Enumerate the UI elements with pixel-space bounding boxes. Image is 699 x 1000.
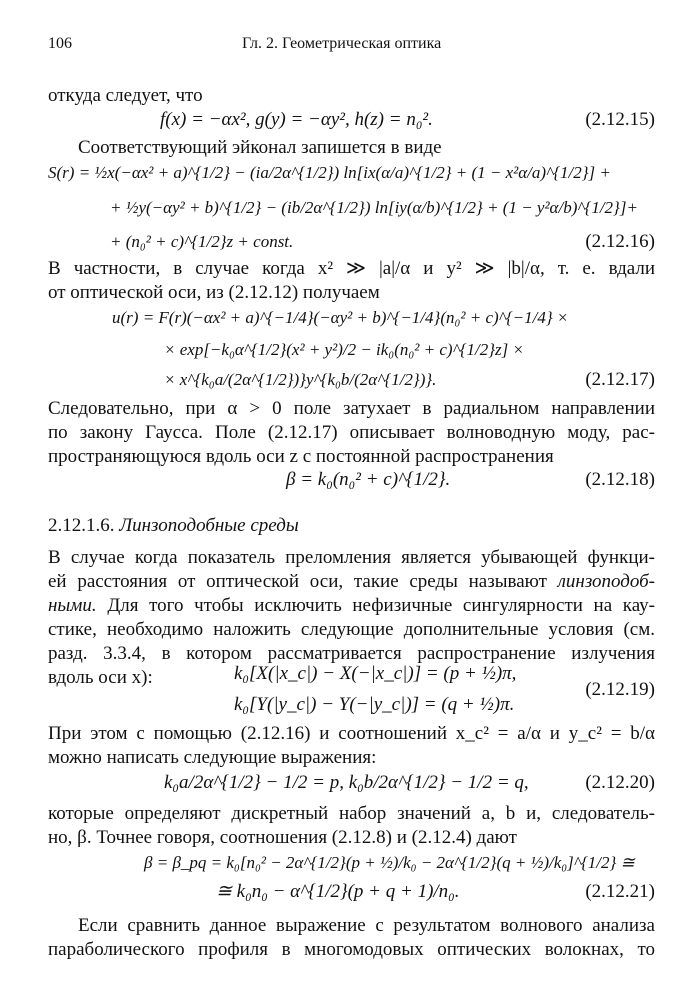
equation-2-12-16-line3: + (n₀² + c)^{1/2}z + const.	[110, 232, 294, 251]
text-line: пространяющуюся вдоль оси z с постоянной распространения	[48, 446, 554, 467]
text-line	[48, 570, 655, 594]
equation-2-12-21-line1: β = β_pq = k₀[n₀² − 2α^{1/2}(p + ½)/k₀ − 2α^{1/2}(q + ½)/k₀]^{1/2} ≅	[144, 853, 635, 872]
equation-number: (2.12.19)	[585, 679, 655, 700]
equation-2-12-19-line1: k₀[X(|x_c|) − X(−|x_c|)] = (p + ½)π,	[234, 663, 517, 684]
equation-2-12-16-line1: S(r) = ½x(−αx² + a)^{1/2} − (ia/2α^{1/2}) ln[ix(α/a)^{1/2} + (1 − x²α/a)^{1/2}] +	[48, 163, 611, 182]
equation-2-12-16-line2: + ½y(−αy² + b)^{1/2} − (ib/2α^{1/2}) ln[iy(α/b)^{1/2} + (1 − y²α/b)^{1/2}]+	[110, 198, 638, 217]
equation-number: (2.12.16)	[585, 231, 655, 252]
running-title: Гл. 2. Геометрическая оптика	[242, 35, 442, 52]
text-span: Для того чтобы исключить нефизичные сингулярности на кау-	[107, 595, 656, 616]
equation-number: (2.12.20)	[585, 772, 655, 793]
equation-2-12-20: k₀a/2α^{1/2} − 1/2 = p, k₀b/2α^{1/2} − 1/2 = q,	[164, 772, 529, 793]
equation-2-12-19-line2: k₀[Y(|y_c|) − Y(−|y_c|)] = (q + ½)π.	[234, 694, 515, 715]
emphasis-term: ными.	[48, 595, 97, 616]
text-line: Соответствующий эйконал запишется в виде	[78, 137, 442, 158]
equation-2-12-17-line1: u(r) = F(r)(−αx² + a)^{−1/4}(−αy² + b)^{−1/4}(n₀² + c)^{−1/4} ×	[112, 308, 569, 327]
equation-2-12-18: β = k₀(n₀² + c)^{1/2}.	[286, 469, 451, 490]
text-line: откуда следует, что	[48, 85, 203, 106]
equation-2-12-21-line2: ≅ k₀n₀ − α^{1/2}(p + q + 1)/n₀.	[216, 881, 460, 902]
equation-number: (2.12.18)	[585, 469, 655, 490]
text-line: по закону Гаусса. Поле (2.12.17) описывает волноводную моду, рас-	[48, 422, 655, 443]
text-line: В частности, в случае когда x² ≫ |a|/α и y² ≫ |b|/α, т. е. вдали	[48, 258, 655, 279]
section-number: 2.12.1.6.	[48, 515, 115, 536]
equation-2-12-17-line2: × exp[−k₀α^{1/2}(x² + y²)/2 − ik₀(n₀² + c)^{1/2}z] ×	[164, 340, 525, 359]
text-line: которые определяют дискретный набор значений a, b и, следователь-	[48, 803, 655, 824]
equation-2-12-15: f(x) = −αx², g(y) = −αy², h(z) = n₀².	[160, 109, 433, 130]
text-line: от оптической оси, из (2.12.12) получаем	[48, 282, 380, 303]
text-line: но, β. Точнее говоря, соотношения (2.12.8) и (2.12.4) дают	[48, 827, 517, 848]
emphasis-term: линзоподоб-	[557, 571, 655, 592]
text-line: При этом с помощью (2.12.16) и соотношений x_c² = a/α и y_c² = b/α	[48, 723, 655, 744]
text-line: В случае когда показатель преломления является убывающей функци-	[48, 547, 655, 568]
text-line: вдоль оси x):	[48, 667, 153, 688]
equation-number: (2.12.21)	[585, 881, 655, 902]
equation-number: (2.12.17)	[585, 369, 655, 390]
text-line: Следовательно, при α > 0 поле затухает в радиальном направлении	[48, 398, 655, 419]
text-span: ей расстояния от оптической оси, такие среды называют	[48, 571, 547, 592]
text-line	[48, 594, 655, 618]
page-number: 106	[48, 35, 72, 52]
section-heading	[48, 514, 299, 538]
text-line: стике, необходимо наложить следующие дополнительные условия (см.	[48, 619, 655, 640]
equation-number: (2.12.15)	[585, 109, 655, 130]
equation-2-12-17-line3: × x^{k₀a/(2α^{1/2})}y^{k₀b/(2α^{1/2})}.	[164, 370, 437, 389]
text-line: параболического профиля в многомодовых оптических волокнах, то	[48, 939, 655, 960]
text-line: Если сравнить данное выражение с результатом волнового анализа	[78, 915, 655, 936]
text-line: можно написать следующие выражения:	[48, 747, 377, 768]
section-title: Линзоподобные среды	[119, 515, 299, 536]
text-line: разд. 3.3.4, в котором рассматривается распространение излучения	[48, 643, 655, 664]
